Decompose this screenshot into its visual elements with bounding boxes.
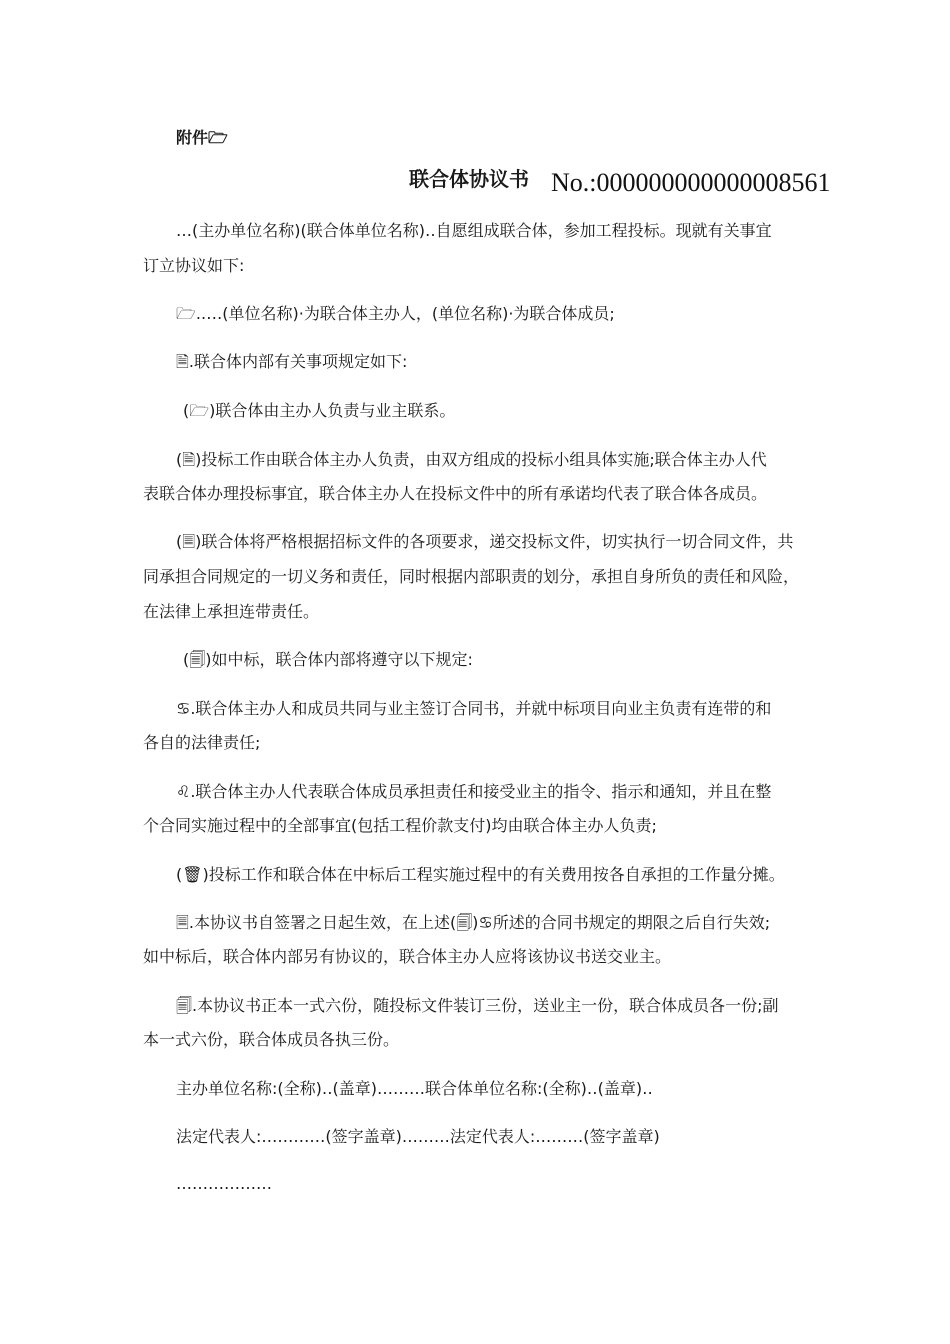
signature-line: 主办单位名称:(全称)‥(盖章)………联合体单位名称:(全称)‥(盖章)‥ — [176, 1079, 653, 1098]
body-line: 同承担合同规定的一切义务和责任，同时根据内部职责的划分，承担自身所负的责任和风险， — [143, 567, 800, 586]
body-line: (🗑)投标工作和联合体在中标后工程实施过程中的有关费用按各自承担的工作量分摊。 — [176, 865, 785, 884]
body-line: 🗁.‥‥(单位名称)·为联合体主办人，(单位名称)·为联合体成员; — [176, 304, 615, 323]
body-line: 🗐.本协议书正本一式六份，随投标文件装订三份，送业主一份，联合体成员各一份;副 — [176, 996, 779, 1015]
body-line: 🗏.本协议书自签署之日起生效，在上述(🗐)♋所述的合同书规定的期限之后自行失效; — [176, 913, 771, 932]
body-line: 本一式六份，联合体成员各执三份。 — [143, 1030, 400, 1049]
body-line: 订立协议如下: — [143, 256, 245, 275]
body-line: 各自的法律责任; — [143, 733, 261, 752]
signature-line: ……………… — [176, 1174, 272, 1193]
document-number: No.:000000000000008561 — [551, 168, 831, 197]
document-title: 联合体协议书 — [409, 167, 529, 191]
body-line: 如中标后，联合体内部另有协议的，联合体主办人应将该协议书送交业主。 — [143, 947, 672, 966]
body-line: (🗏)联合体将严格根据招标文件的各项要求，递交投标文件，切实执行一切合同文件，共 — [176, 532, 794, 551]
body-line: 在法律上承担连带责任。 — [143, 602, 320, 621]
body-line: ♋.联合体主办人和成员共同与业主签订合同书，并就中标项目向业主负责有连带的和 — [176, 699, 772, 718]
body-line: 表联合体办理投标事宜，联合体主办人在投标文件中的所有承诺均代表了联合体各成员。 — [143, 484, 768, 503]
body-line: (🗁)联合体由主办人负责与业主联系。 — [183, 401, 456, 420]
body-line: (🗎)投标工作由联合体主办人负责，由双方组成的投标小组具体实施;联合体主办人代 — [176, 450, 767, 469]
body-line: 个合同实施过程中的全部事宜(包括工程价款支付)均由联合体主办人负责; — [143, 816, 657, 835]
attachment-label: 附件🗁 — [176, 128, 228, 147]
body-line: ♌.联合体主办人代表联合体成员承担责任和接受业主的指令、指示和通知，并且在整 — [176, 782, 772, 801]
signature-line: 法定代表人:…………(签字盖章)………法定代表人:………(签字盖章) — [176, 1127, 660, 1146]
body-line: 🗎.联合体内部有关事项规定如下: — [176, 352, 408, 371]
body-line: (🗐)如中标，联合体内部将遵守以下规定: — [183, 650, 473, 669]
body-line: …(主办单位名称)(联合体单位名称)‥自愿组成联合体，参加工程投标。现就有关事宜 — [176, 221, 772, 240]
